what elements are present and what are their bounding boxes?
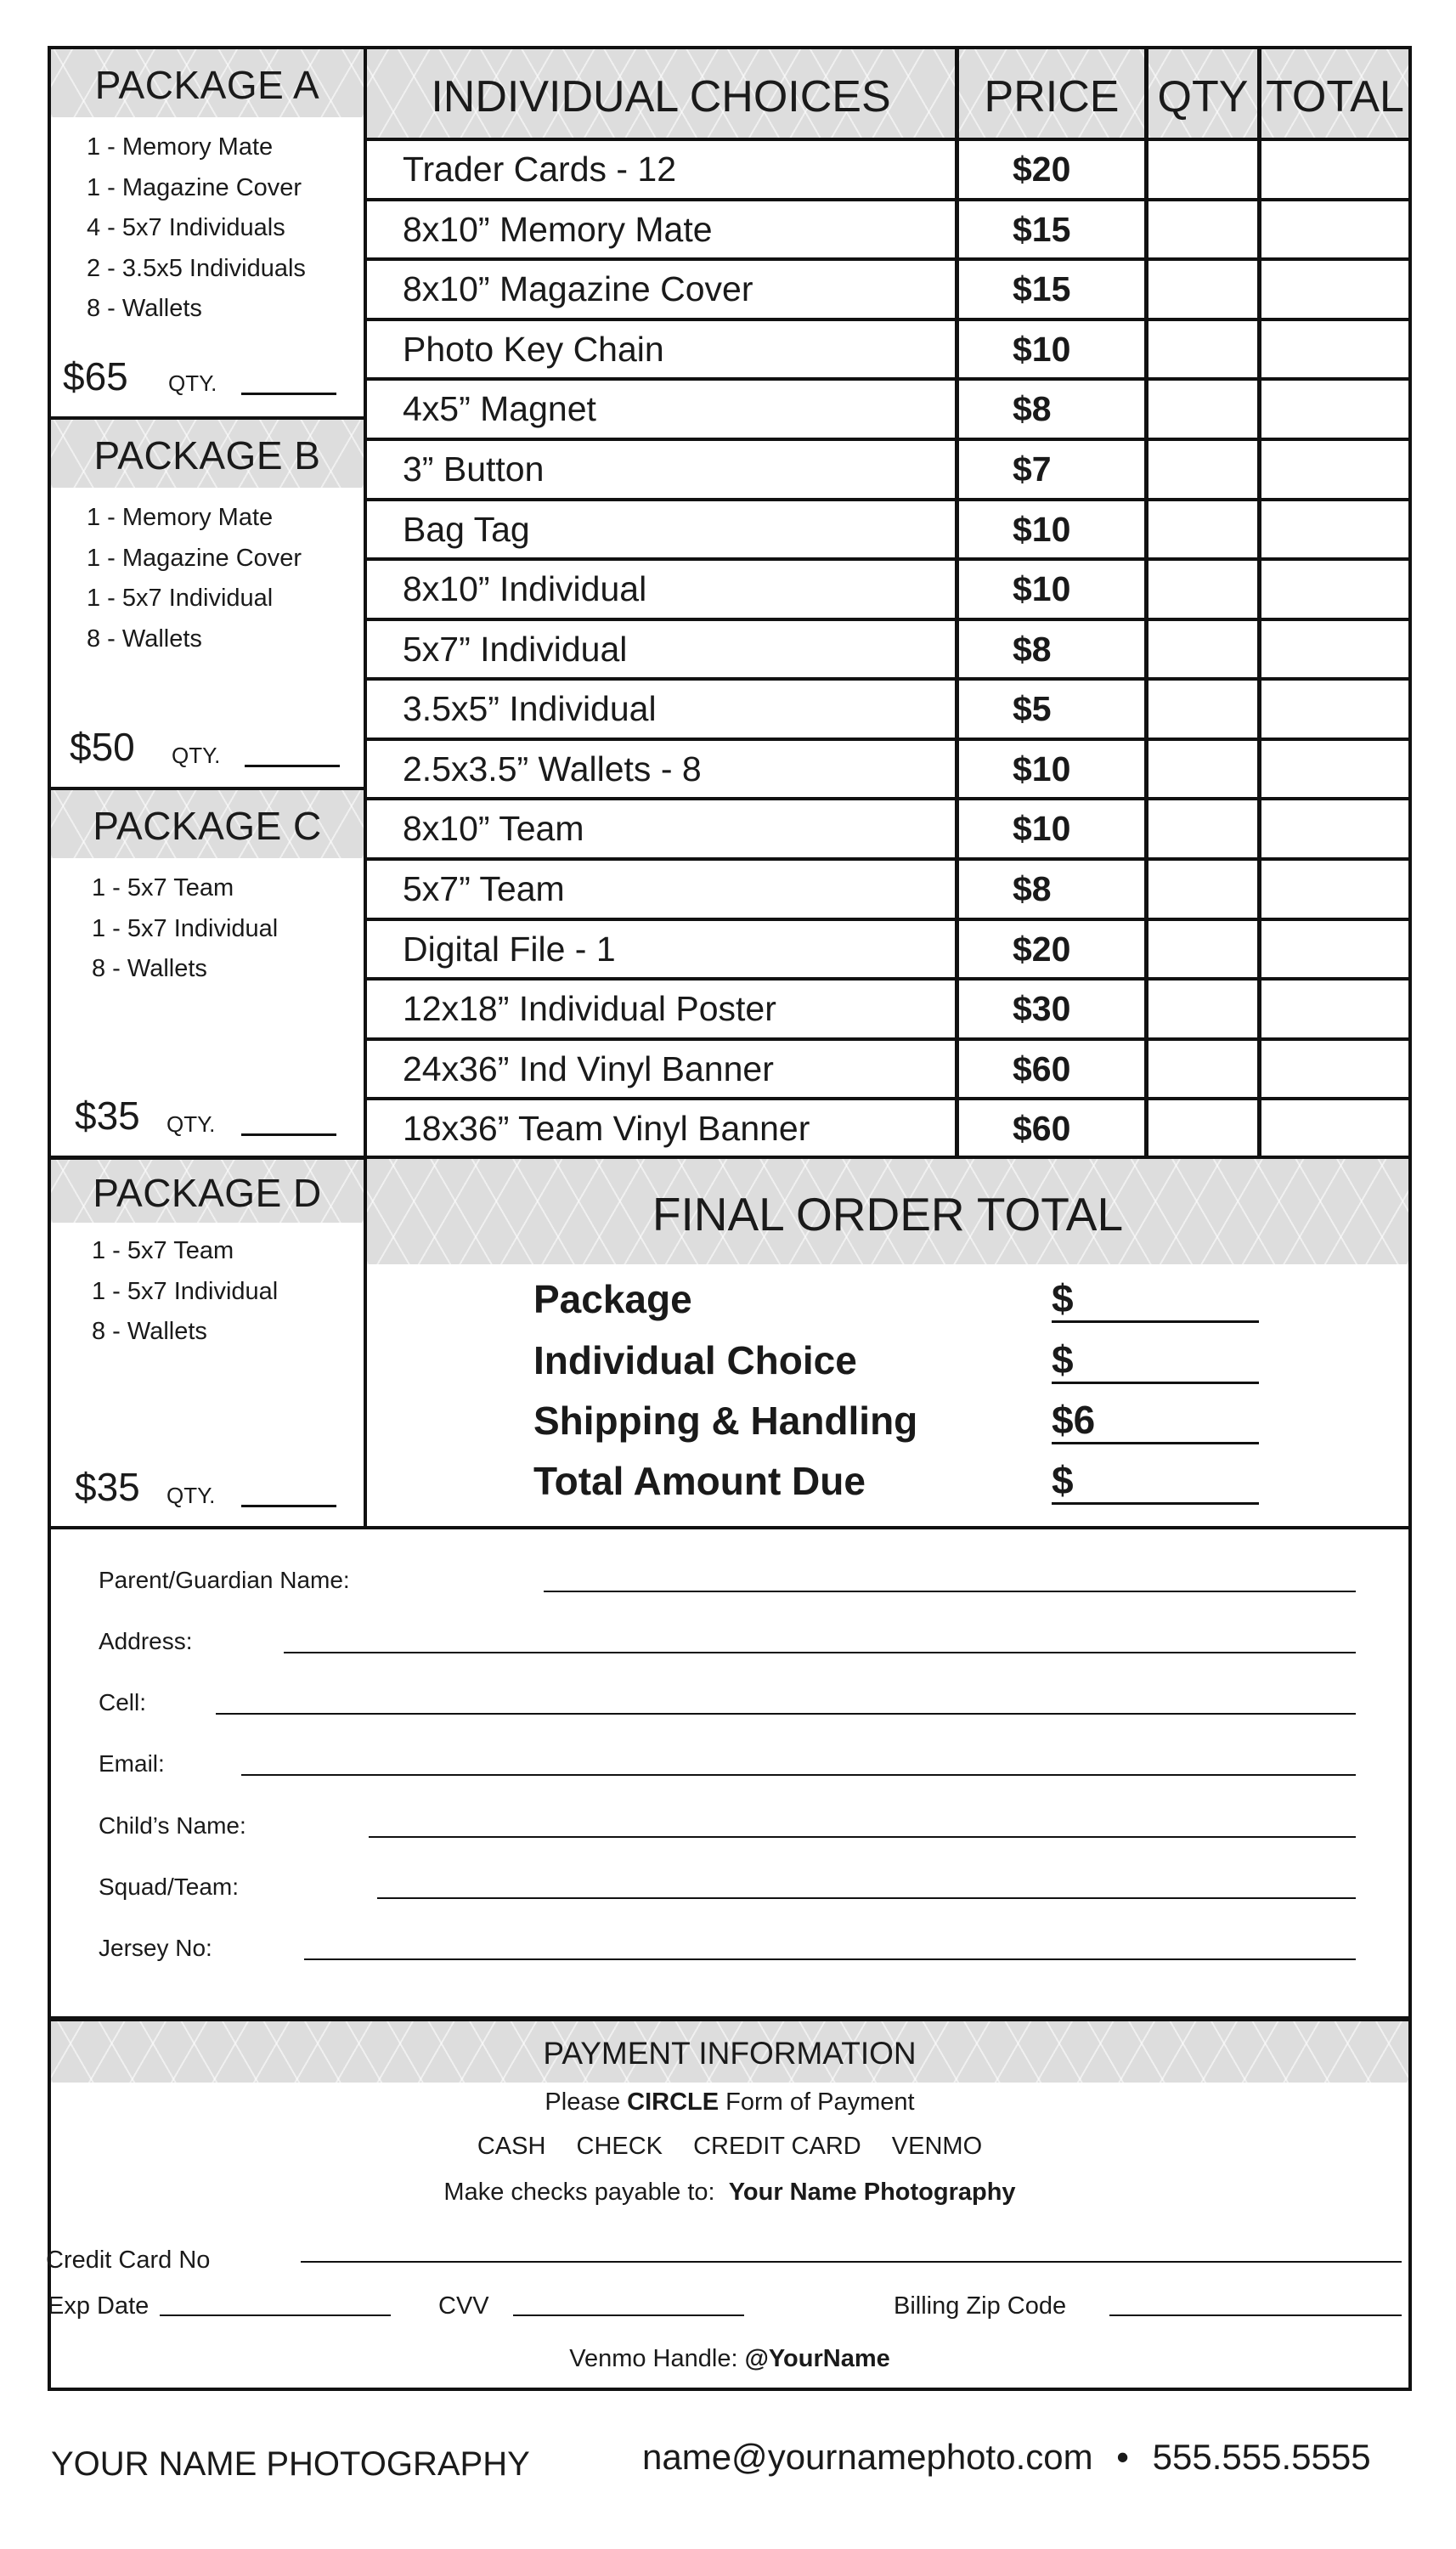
email-link[interactable]: name@yournamephoto.com bbox=[642, 2437, 1093, 2477]
payment-option-check[interactable]: CHECK bbox=[576, 2133, 663, 2160]
choice-price: $15 bbox=[1013, 209, 1071, 249]
choice-name: 8x10” Memory Mate bbox=[403, 209, 713, 249]
package-a-title: PACKAGE A bbox=[51, 49, 364, 117]
package-item: 8 - Wallets bbox=[92, 1318, 207, 1345]
total-cell[interactable] bbox=[1261, 439, 1408, 500]
qty-cell[interactable] bbox=[1148, 439, 1257, 500]
instruction-emphasis: CIRCLE bbox=[627, 2088, 720, 2116]
payment-option-venmo[interactable]: VENMO bbox=[891, 2133, 983, 2160]
final-order-total bbox=[367, 1159, 1408, 1526]
shipping-amount: $6 bbox=[1052, 1398, 1259, 1444]
package-c-price: $35 bbox=[75, 1094, 140, 1138]
table-row bbox=[367, 559, 1408, 619]
header-divider bbox=[367, 138, 1408, 141]
total-cell[interactable] bbox=[1261, 679, 1408, 739]
total-cell[interactable] bbox=[1261, 1099, 1408, 1159]
package-item: 8 - Wallets bbox=[92, 955, 207, 982]
column-divider bbox=[955, 49, 959, 1159]
total-cell[interactable] bbox=[1261, 919, 1408, 980]
column-header-qty: QTY bbox=[1157, 72, 1249, 122]
total-cell[interactable] bbox=[1261, 559, 1408, 619]
column-divider bbox=[1144, 49, 1148, 1159]
jersey-no-field[interactable] bbox=[304, 1958, 1356, 1960]
child-name-label: Child’s Name: bbox=[99, 1812, 246, 1839]
choice-price: $20 bbox=[1013, 150, 1071, 189]
package-item: 1 - 5x7 Individual bbox=[92, 1277, 279, 1305]
choice-name: 18x36” Team Vinyl Banner bbox=[403, 1109, 810, 1149]
address-field[interactable] bbox=[284, 1652, 1356, 1653]
package-b-qty-field[interactable] bbox=[245, 765, 340, 767]
choice-price: $8 bbox=[1013, 629, 1052, 669]
choice-price: $15 bbox=[1013, 269, 1071, 309]
package-b[interactable] bbox=[51, 420, 367, 787]
package-c-qty-field[interactable] bbox=[241, 1133, 336, 1136]
cvv-field[interactable] bbox=[513, 2314, 744, 2316]
checks-label: Make checks payable to: bbox=[443, 2179, 715, 2206]
qty-cell[interactable] bbox=[1148, 859, 1257, 919]
choice-name: 3” Button bbox=[403, 449, 545, 489]
table-row bbox=[367, 619, 1408, 680]
child-name-field[interactable] bbox=[369, 1836, 1356, 1838]
cvv-label: CVV bbox=[438, 2292, 489, 2320]
address-label: Address: bbox=[99, 1628, 193, 1654]
squad-team-field[interactable] bbox=[377, 1897, 1356, 1899]
package-a-price: $65 bbox=[63, 354, 128, 398]
order-form bbox=[48, 46, 1412, 2391]
venmo-handle bbox=[51, 2345, 1408, 2373]
qty-cell[interactable] bbox=[1148, 200, 1257, 260]
choice-name: Digital File - 1 bbox=[403, 929, 616, 969]
qty-cell[interactable] bbox=[1148, 979, 1257, 1039]
choice-name: 4x5” Magnet bbox=[403, 389, 596, 429]
qty-cell[interactable] bbox=[1148, 1039, 1257, 1099]
package-item: 2 - 3.5x5 Individuals bbox=[87, 254, 306, 282]
choice-price: $60 bbox=[1013, 1048, 1071, 1088]
squad-team-label: Squad/Team: bbox=[99, 1874, 239, 1900]
card-no-label: Credit Card No bbox=[46, 2247, 211, 2274]
venmo-handle-value: @YourName bbox=[744, 2345, 890, 2372]
package-item: 1 - Memory Mate bbox=[87, 504, 274, 531]
package-item: 1 - 5x7 Individual bbox=[87, 585, 274, 612]
payment-methods bbox=[51, 2133, 1408, 2161]
individual-choice-total-label: Individual Choice bbox=[533, 1338, 857, 1382]
table-row bbox=[367, 379, 1408, 439]
guardian-name-label: Parent/Guardian Name: bbox=[99, 1567, 350, 1593]
shipping-label: Shipping & Handling bbox=[533, 1399, 918, 1443]
package-b-qty-label: QTY. bbox=[172, 743, 221, 768]
total-cell[interactable] bbox=[1261, 200, 1408, 260]
package-a-qty-field[interactable] bbox=[241, 393, 336, 395]
total-cell[interactable] bbox=[1261, 259, 1408, 319]
total-cell[interactable] bbox=[1261, 379, 1408, 439]
email-label: Email: bbox=[99, 1750, 165, 1777]
total-cell[interactable] bbox=[1261, 1039, 1408, 1099]
individual-choices-table bbox=[367, 49, 1408, 1159]
package-c-qty-label: QTY. bbox=[166, 1111, 216, 1137]
choice-name: 2.5x3.5” Wallets - 8 bbox=[403, 749, 702, 788]
total-cell[interactable] bbox=[1261, 979, 1408, 1039]
package-item: 1 - 5x7 Team bbox=[92, 1237, 234, 1264]
final-order-title: FINAL ORDER TOTAL bbox=[367, 1159, 1408, 1264]
table-row bbox=[367, 200, 1408, 260]
total-due-label: Total Amount Due bbox=[533, 1459, 866, 1503]
table-row bbox=[367, 859, 1408, 919]
qty-cell[interactable] bbox=[1148, 259, 1257, 319]
venmo-label: Venmo Handle: bbox=[569, 2345, 738, 2372]
choice-price: $20 bbox=[1013, 929, 1071, 969]
choice-price: $60 bbox=[1013, 1109, 1071, 1149]
package-b-price: $50 bbox=[70, 725, 135, 769]
qty-cell[interactable] bbox=[1148, 799, 1257, 859]
qty-cell[interactable] bbox=[1148, 739, 1257, 800]
table-row bbox=[367, 139, 1408, 200]
email-field[interactable] bbox=[241, 1774, 1356, 1776]
guardian-name-field[interactable] bbox=[544, 1591, 1356, 1592]
table-row bbox=[367, 979, 1408, 1039]
separator-dot: • bbox=[1116, 2437, 1129, 2477]
package-b-title: PACKAGE B bbox=[51, 420, 364, 488]
choice-name: 8x10” Individual bbox=[403, 569, 647, 609]
qty-cell[interactable] bbox=[1148, 619, 1257, 680]
instruction-text: Please bbox=[545, 2088, 628, 2116]
total-cell[interactable] bbox=[1261, 739, 1408, 800]
package-item: 8 - Wallets bbox=[87, 625, 202, 653]
choice-name: Trader Cards - 12 bbox=[403, 150, 677, 189]
table-row bbox=[367, 1099, 1408, 1159]
package-item: 1 - Magazine Cover bbox=[87, 173, 302, 201]
choice-price: $30 bbox=[1013, 989, 1071, 1029]
package-d-qty-field[interactable] bbox=[241, 1505, 336, 1507]
package-item: 8 - Wallets bbox=[87, 295, 202, 322]
qty-cell[interactable] bbox=[1148, 679, 1257, 739]
table-header bbox=[367, 49, 1408, 139]
table-row bbox=[367, 679, 1408, 739]
payment-option-credit-card[interactable]: CREDIT CARD bbox=[693, 2133, 861, 2160]
qty-cell[interactable] bbox=[1148, 500, 1257, 560]
table-row bbox=[367, 259, 1408, 319]
package-a-qty-label: QTY. bbox=[168, 370, 217, 396]
choice-name: Photo Key Chain bbox=[403, 329, 664, 369]
total-cell[interactable] bbox=[1261, 139, 1408, 200]
total-cell[interactable] bbox=[1261, 619, 1408, 680]
column-header-price: PRICE bbox=[984, 72, 1120, 122]
package-total-label: Package bbox=[533, 1277, 692, 1321]
studio-name: YOUR NAME PHOTOGRAPHY bbox=[51, 2445, 530, 2483]
choice-price: $10 bbox=[1013, 569, 1071, 609]
total-due-field[interactable]: $ bbox=[1052, 1458, 1259, 1505]
contact-info bbox=[642, 2437, 1371, 2478]
cell-field[interactable] bbox=[216, 1713, 1356, 1715]
total-cell[interactable] bbox=[1261, 859, 1408, 919]
choice-price: $8 bbox=[1013, 869, 1052, 909]
qty-cell[interactable] bbox=[1148, 919, 1257, 980]
qty-cell[interactable] bbox=[1148, 319, 1257, 380]
choice-name: 8x10” Magazine Cover bbox=[403, 269, 753, 309]
billing-zip-field[interactable] bbox=[1109, 2314, 1402, 2316]
column-header-choices: INDIVIDUAL CHOICES bbox=[431, 72, 891, 122]
phone-number[interactable]: 555.555.5555 bbox=[1152, 2437, 1371, 2477]
total-cell[interactable] bbox=[1261, 500, 1408, 560]
choice-price: $10 bbox=[1013, 509, 1071, 549]
choice-price: $10 bbox=[1013, 749, 1071, 788]
package-item: 1 - Memory Mate bbox=[87, 133, 274, 161]
choice-name: 24x36” Ind Vinyl Banner bbox=[403, 1048, 774, 1088]
individual-choice-total-field[interactable]: $ bbox=[1052, 1337, 1259, 1384]
choice-price: $5 bbox=[1013, 689, 1052, 729]
card-no-field[interactable] bbox=[301, 2261, 1402, 2263]
payment-title: PAYMENT INFORMATION bbox=[51, 2021, 1408, 2083]
package-c[interactable] bbox=[51, 790, 367, 1156]
divider bbox=[51, 1526, 1408, 1529]
cell-label: Cell: bbox=[99, 1689, 147, 1715]
choice-price: $10 bbox=[1013, 809, 1071, 849]
qty-cell[interactable] bbox=[1148, 559, 1257, 619]
choice-name: 5x7” Individual bbox=[403, 629, 628, 669]
column-divider bbox=[1257, 49, 1261, 1159]
choice-name: 3.5x5” Individual bbox=[403, 689, 657, 729]
choice-price: $10 bbox=[1013, 329, 1071, 369]
table-row bbox=[367, 439, 1408, 500]
package-item: 1 - 5x7 Individual bbox=[92, 914, 279, 942]
exp-date-field[interactable] bbox=[160, 2314, 391, 2316]
table-row bbox=[367, 1039, 1408, 1099]
package-item: 1 - 5x7 Team bbox=[92, 874, 234, 901]
package-d-title: PACKAGE D bbox=[51, 1160, 364, 1223]
total-cell[interactable] bbox=[1261, 319, 1408, 380]
package-a[interactable] bbox=[51, 49, 367, 416]
package-item: 4 - 5x7 Individuals bbox=[87, 214, 285, 241]
payment-instruction bbox=[51, 2088, 1408, 2117]
checks-payable bbox=[51, 2179, 1408, 2207]
total-cell[interactable] bbox=[1261, 799, 1408, 859]
package-c-title: PACKAGE C bbox=[51, 790, 364, 858]
billing-zip-label: Billing Zip Code bbox=[894, 2292, 1067, 2320]
package-d[interactable] bbox=[51, 1160, 367, 1526]
table-row bbox=[367, 500, 1408, 560]
jersey-no-label: Jersey No: bbox=[99, 1935, 212, 1961]
payment-option-cash[interactable]: CASH bbox=[477, 2133, 546, 2160]
qty-cell[interactable] bbox=[1148, 379, 1257, 439]
exp-date-label: Exp Date bbox=[48, 2292, 150, 2320]
table-row bbox=[367, 739, 1408, 800]
qty-cell[interactable] bbox=[1148, 1099, 1257, 1159]
choice-name: 8x10” Team bbox=[403, 809, 584, 849]
choice-price: $8 bbox=[1013, 389, 1052, 429]
column-header-total: TOTAL bbox=[1266, 72, 1404, 122]
table-row bbox=[367, 799, 1408, 859]
choice-price: $7 bbox=[1013, 449, 1052, 489]
package-d-price: $35 bbox=[75, 1465, 140, 1509]
package-d-qty-label: QTY. bbox=[166, 1483, 216, 1508]
choice-name: Bag Tag bbox=[403, 509, 530, 549]
package-total-field[interactable]: $ bbox=[1052, 1276, 1259, 1323]
table-row bbox=[367, 919, 1408, 980]
choice-name: 12x18” Individual Poster bbox=[403, 989, 776, 1029]
qty-cell[interactable] bbox=[1148, 139, 1257, 200]
instruction-text: Form of Payment bbox=[719, 2088, 915, 2116]
table-row bbox=[367, 319, 1408, 380]
package-item: 1 - Magazine Cover bbox=[87, 544, 302, 572]
checks-payee: Your Name Photography bbox=[728, 2179, 1016, 2206]
choice-name: 5x7” Team bbox=[403, 869, 565, 909]
